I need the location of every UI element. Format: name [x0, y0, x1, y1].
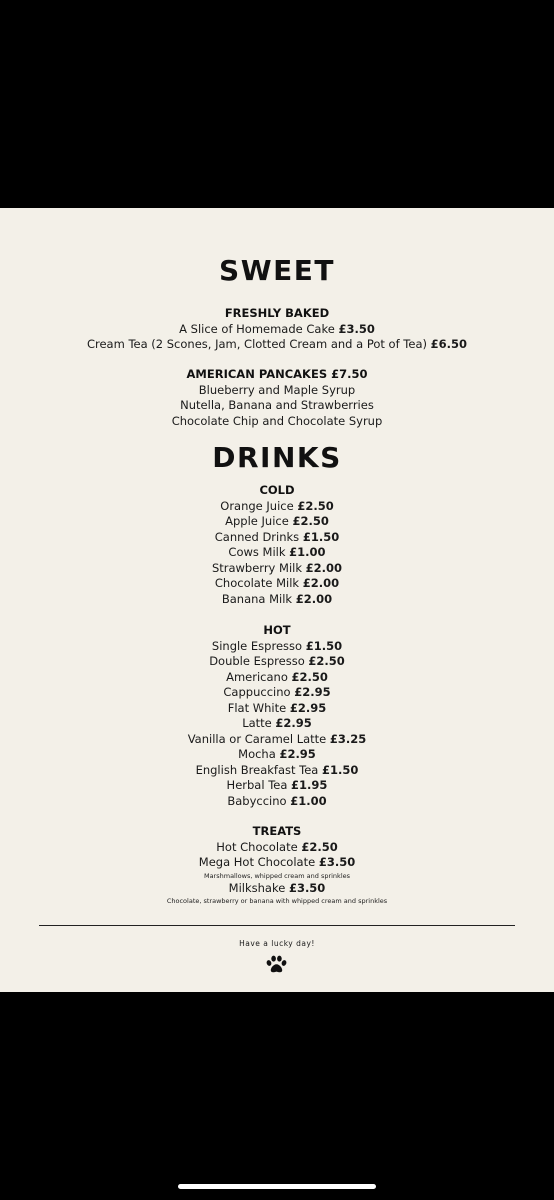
- divider: [39, 925, 515, 926]
- menu-item: Double Espresso £2.50: [209, 654, 345, 668]
- menu-item: Milkshake £3.50: [228, 880, 326, 895]
- footer-tagline: Have a lucky day!: [239, 939, 315, 948]
- menu-item: Hot Chocolate £2.50: [216, 839, 338, 854]
- menu-item: Chocolate Chip and Chocolate Syrup: [171, 413, 383, 428]
- menu-item: Canned Drinks £1.50: [214, 529, 340, 544]
- paw-print-icon: [266, 955, 287, 974]
- menu-sheet: [0, 208, 554, 992]
- menu-item: Mega Hot Chocolate £3.50: [198, 855, 356, 869]
- section-heading: FRESHLY BAKED: [224, 306, 330, 320]
- menu-item: Cows Milk £1.00: [228, 545, 326, 559]
- cold-section: [0, 483, 554, 607]
- section-heading: COLD: [259, 483, 295, 497]
- american-pancakes-section: [0, 367, 554, 429]
- menu-item: Nutella, Banana and Strawberries: [180, 398, 374, 412]
- home-indicator[interactable]: [178, 1184, 376, 1189]
- menu-item: Chocolate Milk £2.00: [214, 576, 340, 590]
- menu-item: Banana Milk £2.00: [221, 591, 333, 606]
- menu-item: Cappuccino £2.95: [223, 685, 331, 699]
- menu-item: Strawberry Milk £2.00: [211, 560, 343, 575]
- menu-item: Blueberry and Maple Syrup: [198, 382, 356, 397]
- menu-item: Mocha £2.95: [238, 747, 316, 761]
- menu-item: English Breakfast Tea £1.50: [195, 762, 359, 777]
- menu-item: A Slice of Homemade Cake £3.50: [179, 321, 375, 336]
- menu-item: Orange Juice £2.50: [220, 498, 334, 513]
- menu-item: Flat White £2.95: [227, 700, 327, 715]
- section-heading: TREATS: [252, 824, 302, 838]
- item-note: Chocolate, strawberry or banana with whipped cream and sprinkles: [166, 897, 388, 905]
- drinks-title: DRINKS: [212, 441, 342, 474]
- freshly-baked-section: [0, 306, 554, 353]
- hot-section: [0, 623, 554, 809]
- section-heading: HOT: [263, 623, 291, 637]
- menu-item: Single Espresso £1.50: [211, 638, 343, 653]
- menu-item: Babyccino £1.00: [227, 793, 327, 808]
- treats-section: [0, 824, 554, 906]
- menu-item: Vanilla or Caramel Latte £3.25: [187, 731, 367, 746]
- menu-item: Cream Tea (2 Scones, Jam, Clotted Cream and a Pot of Tea) £6.50: [86, 337, 468, 351]
- sweet-title: SWEET: [219, 254, 335, 287]
- menu-item: Americano £2.50: [226, 669, 328, 684]
- menu-item: Herbal Tea £1.95: [226, 778, 328, 792]
- menu-item: Apple Juice £2.50: [225, 514, 329, 528]
- menu-item: Latte £2.95: [242, 716, 312, 730]
- item-note: Marshmallows, whipped cream and sprinkles: [203, 871, 351, 880]
- section-heading: AMERICAN PANCAKES £7.50: [186, 367, 368, 381]
